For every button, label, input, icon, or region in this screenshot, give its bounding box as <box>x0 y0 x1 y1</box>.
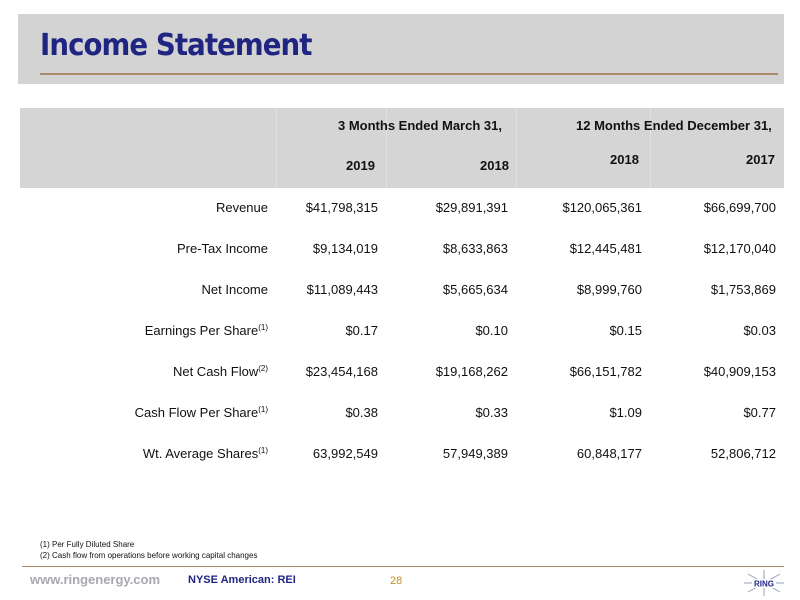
row-label-text: Earnings Per Share <box>144 323 259 338</box>
table-cell: $23,454,168 <box>305 364 378 379</box>
row-footnote-marker: (1) <box>258 446 268 455</box>
table-cell: $0.10 <box>475 323 508 338</box>
table-cell: 52,806,712 <box>710 446 776 461</box>
table-cell: $1,753,869 <box>710 282 776 297</box>
ring-energy-logo <box>744 570 784 596</box>
row-label <box>216 200 268 215</box>
page-title: Income Statement <box>40 28 312 63</box>
table-cell: $29,891,391 <box>435 200 508 215</box>
row-label-text: Revenue <box>215 200 268 215</box>
row-label-text: Net Cash Flow <box>172 364 259 379</box>
header-divider <box>516 108 517 188</box>
row-label <box>145 323 268 338</box>
table-cell: $19,168,262 <box>435 364 508 379</box>
row-footnote-marker: (2) <box>258 364 268 373</box>
row-label-text: Cash Flow Per Share <box>134 405 259 420</box>
table-cell: $9,134,019 <box>312 241 378 256</box>
year-header-2018-q: 2018 <box>480 158 509 173</box>
table-cell: $0.77 <box>743 405 776 420</box>
table-cell: $120,065,361 <box>562 200 642 215</box>
page-number: 28 <box>390 575 403 587</box>
table-cell: $8,999,760 <box>576 282 642 297</box>
table-cell: 57,949,389 <box>442 446 508 461</box>
table-cell: $0.17 <box>345 323 378 338</box>
year-header-2018-fy: 2018 <box>610 152 639 167</box>
row-footnote-marker: (1) <box>258 405 268 414</box>
table-cell: $40,909,153 <box>703 364 776 379</box>
footer-divider <box>22 566 784 567</box>
footnote-2: (2) Cash flow from operations before working capital changes <box>40 551 258 560</box>
table-cell: $66,151,782 <box>569 364 642 379</box>
row-label-text: Pre-Tax Income <box>176 241 268 256</box>
table-cell: $1.09 <box>609 405 642 420</box>
table-cell: $66,699,700 <box>703 200 776 215</box>
table-cell: $0.38 <box>345 405 378 420</box>
row-label <box>202 282 268 297</box>
title-divider <box>40 73 778 75</box>
table-cell: $5,665,634 <box>442 282 508 297</box>
group-header-12-months: 12 Months Ended December 31, <box>576 118 772 133</box>
table-cell: 60,848,177 <box>576 446 642 461</box>
table-cell: $0.15 <box>609 323 642 338</box>
year-header-2019: 2019 <box>346 158 375 173</box>
logo-text: RING <box>754 579 774 589</box>
row-label <box>143 446 268 461</box>
header-divider <box>276 108 277 188</box>
table-cell: $12,170,040 <box>703 241 776 256</box>
table-cell: $8,633,863 <box>442 241 508 256</box>
table-cell: $0.33 <box>475 405 508 420</box>
website-link[interactable]: www.ringenergy.com <box>30 572 161 587</box>
row-label-text: Wt. Average Shares <box>142 446 259 461</box>
row-footnote-marker: (1) <box>258 323 268 332</box>
table-cell: $0.03 <box>743 323 776 338</box>
title-bar <box>18 14 784 84</box>
row-label <box>173 364 268 379</box>
table-cell: $41,798,315 <box>305 200 378 215</box>
table-cell: $11,089,443 <box>306 282 378 297</box>
row-label <box>135 405 268 420</box>
footnote-1: (1) Per Fully Diluted Share <box>40 540 135 549</box>
table-cell: 63,992,549 <box>312 446 378 461</box>
row-label <box>177 241 268 256</box>
table-cell: $12,445,481 <box>569 241 642 256</box>
ticker-label: NYSE American: REI <box>188 574 296 586</box>
row-label-text: Net Income <box>201 282 268 297</box>
group-header-3-months: 3 Months Ended March 31, <box>338 118 502 133</box>
year-header-2017: 2017 <box>746 152 775 167</box>
